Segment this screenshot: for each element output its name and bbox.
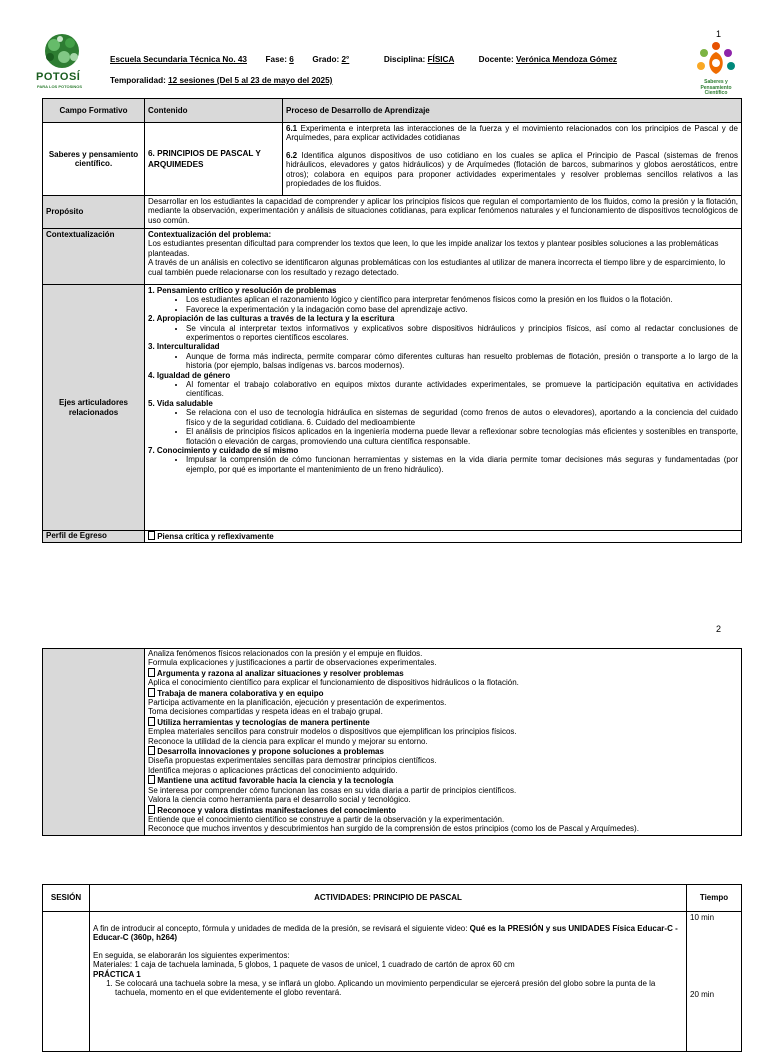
perfil-heading: Argumenta y razona al analizar situaciones y resolver problemas [148, 668, 738, 678]
video-link[interactable]: Qué es la PRESIÓN y sus UNIDADES Física Educar-C - Educar-C (360p, h264) [93, 924, 678, 943]
pda-cell [283, 123, 742, 196]
logo-right-text: Saberes y Pensamiento Científico [700, 79, 732, 96]
perfil-line: Se interesa por comprender cómo funcionan las cosas en su vida diaria a partir de principios científicos. [148, 785, 517, 795]
eje-item: • Los estudiantes aplican el razonamiento lógico y científico para interpretar fenómenos físicos como la presión en los fluidos o la flotación. [186, 295, 738, 304]
eje-title: 3. Interculturalidad [148, 342, 220, 352]
checkbox-glyph-icon [148, 688, 155, 697]
perfil-heading: Reconoce y valora distintas manifestaciones del conocimiento [148, 805, 738, 815]
ejes-cell [145, 285, 742, 531]
checkbox-glyph-icon [148, 668, 155, 677]
page-number: 1 [716, 29, 722, 39]
eje-title: 5. Vida saludable [148, 398, 213, 408]
intro-text: A fin de introducir al concepto, fórmula y unidades de medida de la presión, se revisará el siguiente video: [93, 924, 470, 933]
logo-left-text: POTOSÍ [36, 71, 81, 83]
contexto-cell [145, 229, 742, 285]
eje-1 [148, 286, 738, 314]
checkbox-glyph-icon [148, 775, 155, 784]
eje-item: • Se relaciona con el uso de tecnología hidráulica en sistemas de seguridad (como frenos de autos o elevadores), aportando a la conciencia del cuidado físico y de la seguridad cotidiana. 6. Cuidado del medioambiente [186, 408, 738, 427]
perfil-line: Emplea materiales sencillos para construir modelos o dispositivos que ejemplifican los principios físicos. [148, 727, 517, 737]
perfil-first-line: Piensa crítica y reflexivamente [145, 531, 742, 543]
temporality-value: 12 sesiones (Del 5 al 23 de mayo del 2025) [168, 76, 333, 85]
eje-item: • Favorece la experimentación y la indagación como base del aprendizaje activo. [186, 305, 738, 314]
time-value-2: 20 min [690, 990, 715, 1000]
logo-left-subtext: PARA LOS POTOSINOS [37, 84, 83, 89]
eje-5 [148, 399, 738, 446]
eje-item: • Impulsar la comprensión de cómo funcionan herramientas y sistemas en la vida diaria permite tomar decisiones más seguras y fundamentadas (por ejemplo, por qué es importante el mantenimiento de un freno hidráulico). [186, 455, 738, 474]
practica-step: 1. Se colocará una tachuela sobre la mesa, y se inflará un globo. Aplicando un movimiento perpendicular se ejercerá presión del globo sobre la punta de la tachuela, momento en el que evidentemente el globo reventará. [115, 979, 683, 998]
col-header-tiempo: Tiempo [687, 885, 742, 912]
session-cell [43, 912, 90, 1052]
perfil-line: Reconoce la utilidad de la ciencia para explicar el mundo y mejorar su entorno. [148, 736, 428, 746]
school-name: Escuela Secundaria Técnica No. 43 [110, 55, 247, 64]
perfil-line: Identifica mejoras o aplicaciones prácticas del conocimiento adquirido. [148, 765, 398, 775]
col-header-sesion: SESIÓN [43, 885, 90, 912]
perfil-heading: Desarrolla innovaciones y propone soluciones a problemas [148, 746, 738, 756]
teacher-value: Verónica Mendoza Gómez [515, 55, 617, 64]
proposito-text: Desarrollar en los estudiantes la capacidad de comprender y aplicar los principios físicos que regulan el comportamiento de los fluidos, como la presión y la flotación, mediante la observación, experimentación y análisis de situaciones cotidianas, para explicar fenómenos naturales y el funcionamiento de dispositivos tecnológicos de uso común. [145, 196, 742, 229]
pda-1-text: Experimenta e interpreta las interacciones de la fuerza y el movimiento relacionados con los principios de Pascal y de Arquímedes, para explicar actividades cotidianas [286, 124, 738, 143]
col-header-proceso: Proceso de Desarrollo de Aprendizaje [283, 99, 742, 123]
page-2 [0, 618, 768, 1024]
checkbox-glyph-icon [148, 531, 155, 540]
eje-title: 7. Conocimiento y cuidado de sí mismo [148, 445, 299, 455]
eje-title: 1. Pensamiento crítico y resolución de problemas [148, 286, 337, 295]
contexto-paragraph-1: Los estudiantes presentan dificultad para comprender los textos que leen, lo que les impide analizar los textos y plantear posibles soluciones a las problemáticas planteadas. [148, 239, 719, 258]
eje-title: 2. Apropiación de las culturas a través de la lectura y la escritura [148, 314, 395, 324]
potosi-logo [34, 31, 90, 99]
ejes-label: Ejes articuladores relacionados [43, 285, 145, 531]
col-header-campo: Campo Formativo [43, 99, 145, 123]
planning-table [42, 98, 742, 543]
perfil-lines [145, 649, 742, 836]
perfil-line: Entiende que el conocimiento científico se construye a partir de la observación y la experimentación. [148, 814, 505, 824]
pda-1-number: 6.1 [286, 124, 298, 133]
perfil-line: Toma decisiones compartidas y respeta ideas en el trabajo grupal. [148, 707, 383, 717]
eje-item: • Se vincula al interpretar textos informativos y explicativos sobre dispositivos hidráulicos y principios físicos, así como al redactar conclusiones de experimentos o reportes científicos escolares. [186, 324, 738, 343]
pda-1 [286, 124, 738, 143]
pda-2-text: Identifica algunos dispositivos de uso cotidiano en los cuales se aplica el Principio de Pascal (sistemas de frenos hidráulicos, elevadores y gatos hidráulicos) y de Arquímedes (flotación de barcos, submarinos y globos aerostáticos, entre otros); colabora en equipos para proponer actividades experimentales y resolver problemas sencillos relativos a las propiedades de los fluidos. [286, 150, 738, 189]
col-header-contenido: Contenido [145, 99, 283, 123]
perfil-line: Reconoce que muchos inventos y descubrimientos han surgido de la comprensión de estos principios (como los de Pascal y Arquímedes). [148, 824, 639, 834]
materials-text: Materiales: 1 caja de tachuela laminada, 5 globos, 1 paquete de vasos de unicel, 1 cuadrado de cartón de aprox 60 cm [93, 960, 515, 970]
practica-title: PRÁCTICA 1 [93, 969, 141, 979]
eje-3 [148, 342, 738, 370]
temporality-label: Temporalidad: [110, 76, 166, 85]
perfil-heading: Mantiene una actitud favorable hacia la ciencia y la tecnología [148, 775, 738, 785]
pda-2-number: 6.2 [286, 150, 298, 160]
discipline-value: FÍSICA [427, 55, 455, 64]
contenido-cell: 6. PRINCIPIOS DE PASCAL Y ARQUIMEDES [145, 123, 283, 196]
header-line-1 [110, 55, 617, 64]
pda-2 [286, 151, 738, 189]
eje-item: • El análisis de principios físicos aplicados en la ingeniería moderna puede llevar a reflexionar sobre tecnologías más eficientes y sostenibles en transporte, flotación o elevación de cargas, promoviendo una cultura científica responsable. [186, 427, 738, 446]
eje-2 [148, 314, 738, 342]
checkbox-glyph-icon [148, 717, 155, 726]
perfil-line: Formula explicaciones y justificaciones a partir de observaciones experimentales. [148, 658, 437, 668]
perfil-line: Aplica el conocimiento científico para explicar el funcionamiento de dispositivos hidráulicos o la flotación. [148, 678, 519, 688]
eje-7 [148, 446, 738, 474]
perfil-continuation-table [42, 648, 742, 836]
contexto-title: Contextualización del problema: [148, 230, 272, 239]
experiments-text: En seguida, se elaborarán los siguientes experimentos: [93, 950, 290, 960]
perfil-heading: Utiliza herramientas y tecnologías de manera pertinente [148, 717, 738, 727]
phase-label: Fase: [265, 55, 287, 64]
header-line-2 [110, 76, 332, 85]
intro-paragraph [93, 924, 683, 943]
eje-item: • Al fomentar el trabajo colaborativo en equipos mixtos durante actividades experimentales, se promueve la participación equitativa en actividades científicas. [186, 380, 738, 399]
time-cell [687, 912, 742, 1052]
eje-4 [148, 371, 738, 399]
contexto-paragraph-2: A través de un análisis en colectivo se identificaron algunas problemáticas con los estudiantes al utilizar de manera incorrecta el tiempo libre y de esparcimiento, lo cual también puede relacionarse con los resultado y rezago detectado. [148, 258, 726, 277]
perfil-label-continued [43, 649, 145, 836]
activity-cell [90, 912, 687, 1052]
checkbox-glyph-icon [148, 805, 155, 814]
perfil-line: Valora la ciencia como herramienta para el desarrollo social y tecnológico. [148, 795, 411, 805]
campo-formativo-cell: Saberes y pensamiento científico. [43, 123, 145, 196]
proposito-label: Propósito [43, 196, 145, 229]
contexto-label: Contextualización [43, 229, 145, 285]
discipline-label: Disciplina: [383, 55, 426, 64]
teacher-label: Docente: [478, 55, 514, 64]
saberes-logo [693, 40, 739, 98]
page-number: 2 [716, 624, 722, 634]
perfil-line: Analiza fenómenos físicos relacionados con la presión y el empuje en fluidos. [148, 649, 423, 658]
phase-value: 6 [289, 55, 294, 64]
eje-title: 4. Igualdad de género [148, 370, 231, 380]
activities-table [42, 884, 742, 1052]
perfil-heading: Trabaja de manera colaborativa y en equipo [148, 688, 738, 698]
perfil-label: Perfil de Egreso [43, 531, 145, 543]
perfil-lines-container [148, 649, 738, 834]
time-value-1: 10 min [690, 913, 715, 922]
perfil-line: Participa activamente en la planificación, ejecución y presentación de experimentos. [148, 698, 447, 708]
grade-label: Grado: [312, 55, 340, 64]
perfil-line: Diseña propuestas experimentales sencillas para demostrar principios científicos. [148, 756, 437, 766]
col-header-actividades: ACTIVIDADES: PRINCIPIO DE PASCAL [90, 885, 687, 912]
checkbox-glyph-icon [148, 746, 155, 755]
eje-item: • Aunque de forma más indirecta, permite comparar cómo diferentes culturas han resuelto problemas de flotación, presión o transporte a lo largo de la historia (por ejemplo, balsas indígenas vs. barcos modernos). [186, 352, 738, 371]
grade-value: 2° [341, 55, 350, 64]
